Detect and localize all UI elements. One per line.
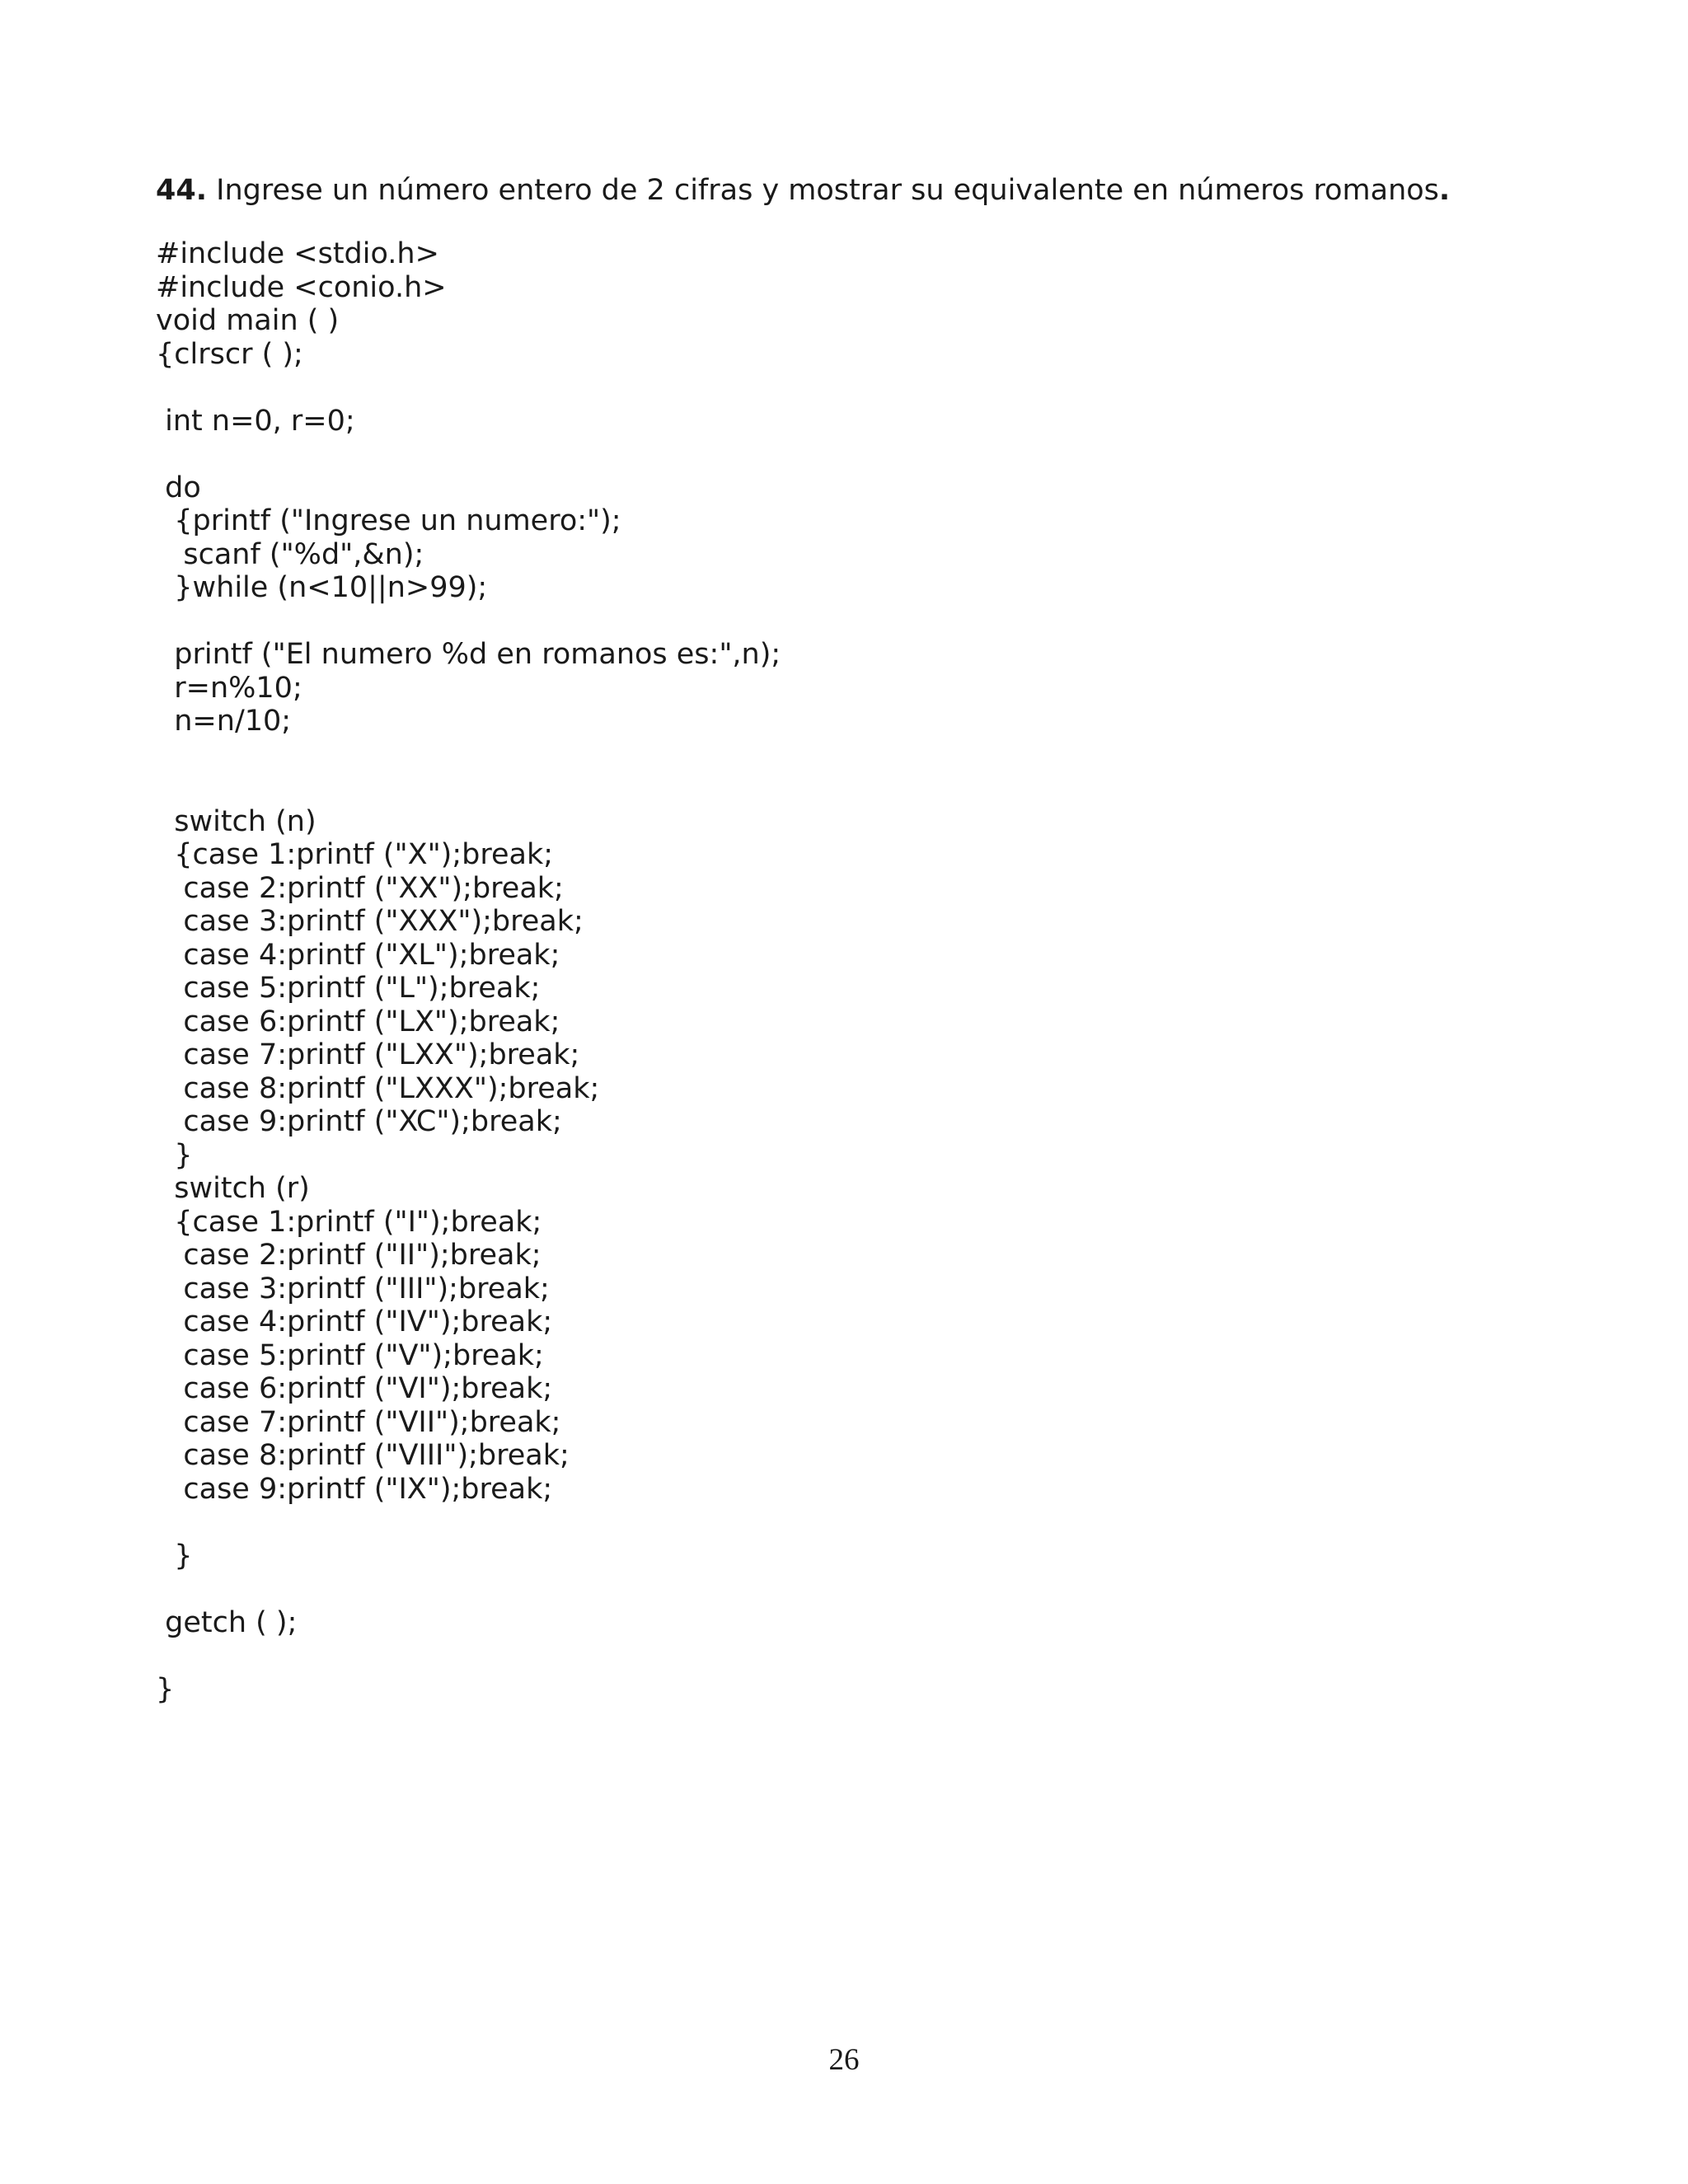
code-line: case 6:printf ("VI");break; [156,1372,553,1405]
code-line [156,738,781,772]
code-line: case 4:printf ("XL");break; [156,938,560,972]
code-line [156,1639,781,1673]
code-listing [156,237,781,1706]
exercise-heading [156,169,1450,212]
code-line: } [156,1672,175,1706]
code-line: case 4:printf ("IV");break; [156,1305,553,1338]
code-line: } [156,1138,193,1172]
code-line: {printf ("Ingrese un numero:"); [156,504,621,537]
code-line: {case 1:printf ("I");break; [156,1205,542,1239]
code-line: case 5:printf ("V");break; [156,1338,544,1372]
code-line: case 9:printf ("IX");break; [156,1472,553,1506]
code-line: case 8:printf ("VIII");break; [156,1439,570,1472]
code-line: #include <stdio.h> [156,237,439,270]
code-line: n=n/10; [156,705,292,738]
code-line [156,371,781,405]
exercise-statement: Ingrese un número entero de 2 cifras y mostrar su equivalente en números romanos [207,174,1439,207]
code-line: case 9:printf ("XC");break; [156,1105,562,1138]
code-line: {clrscr ( ); [156,337,303,371]
exercise-number: 44. [156,174,208,207]
code-line: scanf ("%d",&n); [156,537,424,571]
code-line [156,605,781,639]
code-line: case 2:printf ("II");break; [156,1239,542,1272]
code-line: switch (n) [156,804,316,838]
code-line [156,1572,781,1606]
code-line: case 6:printf ("LX");break; [156,1005,560,1038]
code-line [156,771,781,805]
code-line: {case 1:printf ("X");break; [156,838,554,871]
code-line: }while (n<10||n>99); [156,571,488,604]
code-line: case 3:printf ("XXX");break; [156,905,584,938]
code-line: case 8:printf ("LXXX");break; [156,1071,600,1105]
code-line: void main ( ) [156,304,340,337]
page-number: 26 [828,2043,860,2077]
code-line: printf ("El numero %d en romanos es:",n); [156,638,781,671]
code-line: } [156,1539,193,1572]
code-line: case 3:printf ("III");break; [156,1272,550,1305]
code-line: #include <conio.h> [156,270,447,304]
code-line: r=n%10; [156,671,302,705]
code-line [156,438,781,471]
code-line: case 5:printf ("L");break; [156,972,541,1005]
code-line: case 7:printf ("LXX");break; [156,1038,580,1071]
code-line: getch ( ); [156,1605,298,1639]
code-line: int n=0, r=0; [156,404,355,438]
code-line: case 7:printf ("VII");break; [156,1405,561,1439]
code-line: switch (r) [156,1172,310,1205]
code-line: case 2:printf ("XX");break; [156,871,564,905]
code-line: do [156,471,201,504]
code-line [156,1506,781,1540]
exercise-end-mark: . [1438,174,1451,207]
